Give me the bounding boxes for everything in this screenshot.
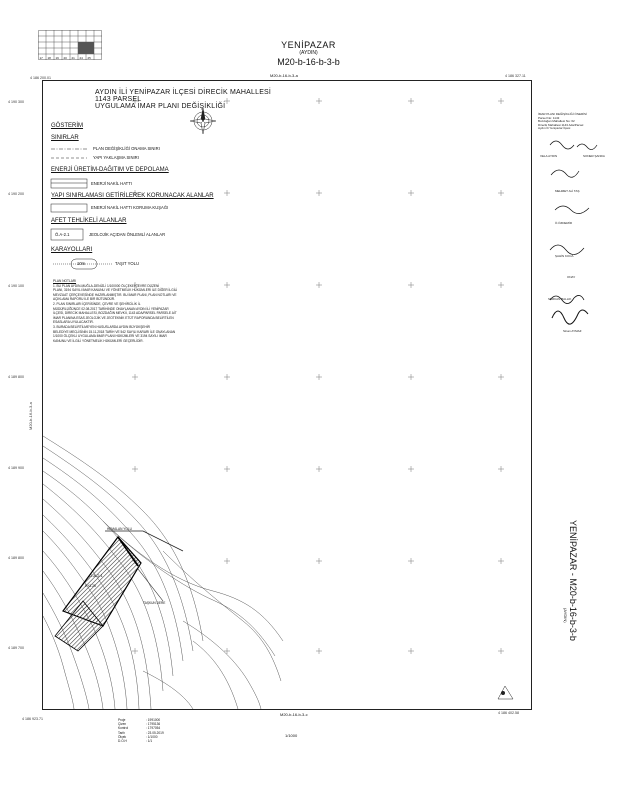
plan-notes <box>53 279 213 343</box>
title-block-key: Proje <box>118 718 126 722</box>
index-cell-label: 20 <box>63 55 67 60</box>
plan-note-line: AÇIKLAMA RAPORU İLE BİR BÜTÜNDÜR. <box>53 297 115 302</box>
signature-mark-bottom <box>548 300 593 330</box>
index-cell-label: 18 <box>47 55 51 60</box>
sig-name-1: VELA AYDIN <box>540 154 558 158</box>
coord-y3: 4 190 100 <box>8 284 24 288</box>
coord-y2: 4 190 200 <box>8 192 24 196</box>
title-block-key: Ölçek <box>118 734 127 739</box>
legend-tasit-code: 10m <box>77 261 86 266</box>
legend-sinirlar: SINIRLAR <box>51 135 79 141</box>
sig-name-3: MEHMET ALİ TAŞ <box>555 189 580 193</box>
title-block-key: Tarih <box>118 730 125 735</box>
plan-note-line: MEVZUAT ÇERÇEVESİNDE HAZIRLANMIŞTIR. BU İMAR PLANI, PLAN NOTLARI VE <box>53 292 177 297</box>
plan-title-line3: UYGULAMA İMAR PLANI DEĞİŞİKLİĞİ <box>95 103 226 110</box>
legend-korunacak-head: YAPI SINIRLAMASI GETİRİLEREK KORUNACAK ALANLAR <box>51 193 214 199</box>
map-evs-label: E+3.25 <box>85 584 96 588</box>
title-block-value: : 1991000 <box>146 718 161 722</box>
coord-bottom-left: 4 186 923.71 <box>22 717 43 721</box>
plan-note-line: PLANI, 3194 SAYILI İMAR KANUNU VE YÖNETMELİK HÜKÜMLERİ İLE DİĞER İLGİLİ <box>53 288 178 293</box>
legend-enerji-nakil: ENERJİ NAKİL HATTI <box>91 181 132 186</box>
plan-note-line: ESASLARA UYULACAKTIR. <box>53 320 94 325</box>
plan-frame <box>42 80 532 710</box>
frame-bottom-label: M20-b-16-b-3-c <box>280 712 308 717</box>
sig-name-2: SONER ŞANDA <box>583 154 605 158</box>
coord-y1: 4 190 300 <box>8 100 24 104</box>
stamp-block-1 <box>538 113 610 131</box>
index-cell-label: 25 <box>87 55 91 60</box>
title-block-value: : 23.05.2019 <box>146 730 164 735</box>
plan-note-line: 1. BU PLAN AYDIN-MUĞLA-DENİZLİ 1/100000 ÖLÇEKLİ ÇEVRE DÜZENİ <box>53 283 160 288</box>
signature-marks-top <box>545 135 605 225</box>
sig-name-6: SERKAN BALLIK <box>548 297 572 301</box>
map-area-code: Ö.A-2.1 <box>89 573 103 578</box>
stamp-line: Parsel No: 1143 <box>538 115 560 120</box>
coord-top-left: 4 186 200.01 <box>30 76 51 80</box>
sig-last: Sinan AYMAZ <box>563 329 582 333</box>
plan-notes-head: PLAN NOTLARI <box>53 279 77 283</box>
plan-note-line: 2. PLAN SINIRLARI İÇERİSİNDE, ÇEVRE VE ŞEHİRCİLİK İL <box>53 301 141 306</box>
plan-title <box>95 89 355 110</box>
plan-note-line: KANUNU VE İLGİLİ YÖNETMELİK HÜKÜMLERİ GEÇERLİDİR. <box>53 338 144 343</box>
scale-label: 1/1000 <box>285 733 298 738</box>
north-arrow <box>190 108 216 134</box>
legend-afet-head: AFET TEHLİKELİ ALANLAR <box>51 218 127 224</box>
sheet-subtitle: (AYDIN) <box>299 50 318 56</box>
sig-name-4: Ö.ÖZDEMİR <box>555 221 572 225</box>
coord-y4: 4 189 800 <box>8 375 24 379</box>
title-block-key: D.O.H <box>118 739 127 744</box>
plan-note-line: BELEDİYE MECLİSİNİN 15.11.2018 TARİH VE 542 SAYILI KARARI İLE ONAYLANAN <box>53 329 176 334</box>
plan-title-line2: 1143 PARSEL <box>95 96 142 103</box>
title-block-value: : 1795136 <box>146 722 161 727</box>
title-block-value: : 1797054 <box>146 726 161 731</box>
title-block-key: Çizen <box>118 722 127 727</box>
coord-top-right: 4 186 327.11 <box>505 74 526 78</box>
legend-yapi-yaklasma: YAPI YAKLAŞMA SINIRI <box>93 155 139 160</box>
plan-map <box>43 81 531 709</box>
sheet-index-grid <box>38 30 102 65</box>
stamp-line: Direcik Mahallesi 1143 Ada/Parsel <box>538 122 584 127</box>
sheet-title: YENİPAZAR <box>281 40 336 50</box>
title-block-row <box>118 739 164 743</box>
sig-name-5: ŞAHİN KOCA <box>555 254 574 258</box>
sheet-code: M20-b-16-b-3-b <box>277 57 340 67</box>
title-block-value: : 1/1 <box>146 739 153 744</box>
legend-karayollari: KARAYOLLARI <box>51 247 93 253</box>
title-block-key: Kontrol <box>118 726 129 731</box>
contour-lines <box>43 436 283 709</box>
title-block-table <box>118 718 164 743</box>
index-cell-label: 19 <box>55 55 59 60</box>
index-cell-label: 17 <box>39 55 43 60</box>
stamp-line: Aydın İli Yenipazar İlçesi <box>538 126 571 131</box>
onay-label: ONAY <box>567 275 576 279</box>
legend-oa-code: Ö.A-2.1 <box>55 232 70 237</box>
side-vertical-subtitle: (AYDIN) <box>563 608 568 623</box>
index-cell-label: 21 <box>71 55 75 60</box>
signature-mark-mid <box>545 238 605 262</box>
legend-jeolojik: JEOLOJİK AÇIDAN ÖNLEMLİ ALANLAR <box>89 232 166 237</box>
coord-y5: 4 189 900 <box>8 466 24 470</box>
frame-top-label: M20-b-16-b-3-a <box>270 73 298 78</box>
title-block-value: : 1/1000 <box>146 734 158 739</box>
coord-bottom-right: 4 186 402.58 <box>498 711 519 715</box>
legend-gosterim: GÖSTERİM <box>51 123 84 129</box>
map-road-label: HEMALAN YOLU <box>107 527 132 531</box>
plan-note-line: İLÇESİ, DİRECİK MAHALLESİ, BOZDAĞIN MEVKİİ, 1143 ADA/PARSEL PARSELE AİT <box>53 311 177 316</box>
plan-note-line: MÜDÜRLÜĞÜNCE 02.08.2017 TARİHİNDE ONAYLANAN AYDIN İLİ YENİPAZAR <box>53 306 169 311</box>
legend-tasit-yolu: TAŞIT YOLU <box>115 261 139 266</box>
stamp-line: İMAR PLANI DEĞİŞİKLİĞİ ÖNERİSİ <box>538 112 587 116</box>
index-grid-svg <box>38 30 102 60</box>
legend-enerji-head: ENERJİ ÜRETİM-DAĞITIM VE DEPOLAMA <box>51 167 169 173</box>
left-frame-label: M20-b-16-b-3-a <box>28 402 33 430</box>
plan-title-line1: AYDIN İLİ YENİPAZAR İLÇESİ DİRECİK MAHALLESİ <box>95 89 272 96</box>
map-taskun-label: TAŞKUN DERE <box>143 601 166 605</box>
plan-note-line: İMAR PLANINA ESAS JEOLOJİK VE JEOTEKNİK ETÜT RAPORUNDA BELİRTİLEN <box>53 315 174 320</box>
legend-plan-sinir: PLAN DEĞİŞİKLİĞİ ONAMA SINIRI <box>93 146 160 151</box>
plan-note-line: 3. BURADA BELİRTİLMEYEN HUSUSLARDA AYDIN BÜYÜKŞEHİR <box>53 324 150 329</box>
side-vertical-title: YENİPAZAR - M20-b-16-b-3-b <box>568 520 578 641</box>
legend-enerji-koruma: ENERJİ NAKİL HATTI KORUMA KUŞAĞI <box>91 205 169 210</box>
coord-y6: 4 189 800 <box>8 556 24 560</box>
plan-note-line: 1/1000 ÖLÇEKLİ UYGULAMA İMAR PLANI HÜKÜMLERİ VE 3194 SAYILI İMAR <box>53 334 167 339</box>
stamp-line: Bozdoğan Mahallesi No: 62 <box>538 119 575 124</box>
plan-notes-body <box>53 284 213 344</box>
index-cell-label: 24 <box>79 55 83 60</box>
coord-y7: 4 189 700 <box>8 646 24 650</box>
